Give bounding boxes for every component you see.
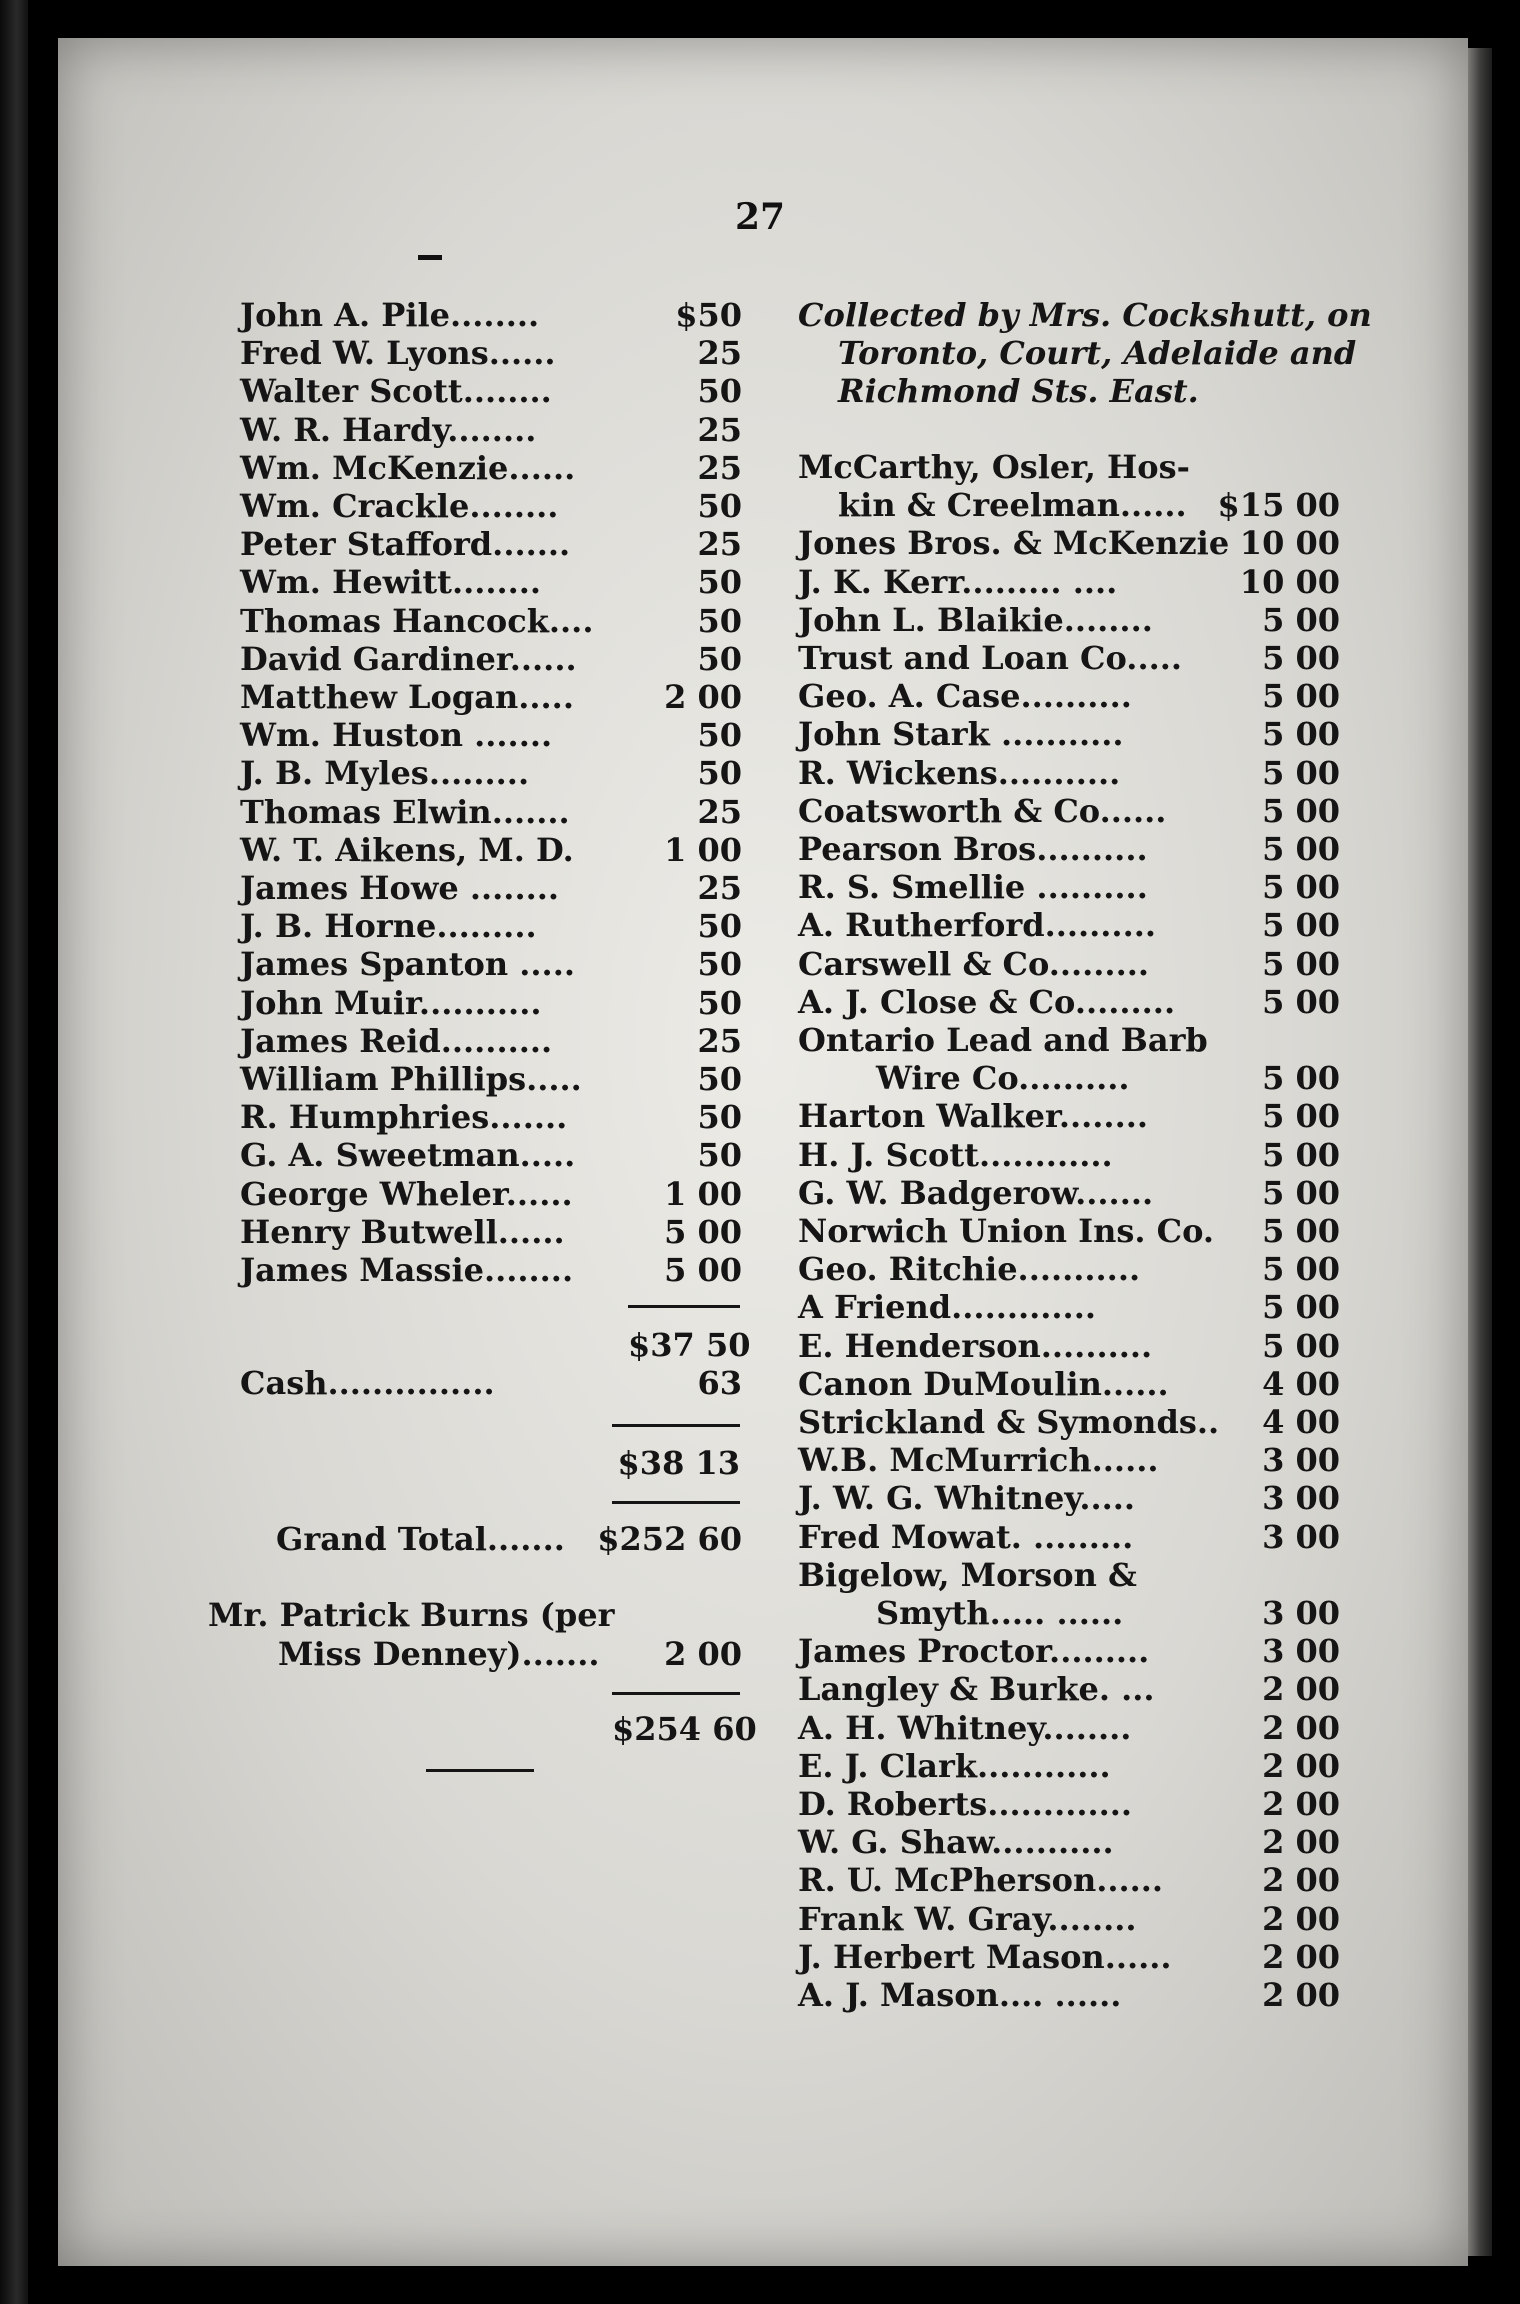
entry-name: James Reid.......... [240,1021,553,1060]
entry-amount: 2 00 [1262,1823,1340,1862]
page-number: 27 [735,196,786,238]
entry-name: Canon DuMoulin...... [798,1364,1169,1403]
entry-amount: 5 00 [1262,1135,1340,1174]
right-entry-row [798,1670,1340,1708]
entry-amount: 2 00 [664,678,742,716]
right-entry-row [798,1136,1340,1174]
right-entry-row [798,906,1340,944]
right-entry-row [798,1938,1340,1976]
entry-amount: 25 [697,1021,742,1060]
entry-name: John Muir........... [240,983,542,1022]
right-entry-row [798,1021,1340,1059]
entry-name: William Phillips..... [240,1060,582,1098]
grand-total-label: Grand Total....... [276,1520,565,1558]
entry-name: Harton Walker........ [798,1097,1148,1136]
entry-amount: 5 00 [1262,830,1340,868]
rule-end [426,1769,534,1772]
entry-name: David Gardiner...... [240,639,577,678]
entry-amount: 50 [697,639,742,678]
rule-subtotal [628,1305,740,1308]
entry-amount: 50 [697,907,742,946]
entry-amount: 2 00 [1262,1670,1340,1709]
entry-name: J. Herbert Mason...... [798,1937,1172,1976]
entry-name: James Howe ........ [240,869,559,907]
right-entry-row [798,715,1340,753]
left-entry-row [240,1060,742,1098]
grand-total-row [276,1520,742,1558]
rule-final-total [612,1692,740,1695]
entry-amount: 2 00 [1262,1937,1340,1976]
left-total: $38 13 [617,1444,740,1482]
entry-name: Ontario Lead and Barb [798,1021,1208,1059]
entry-amount: 2 00 [1262,1708,1340,1747]
entry-amount: 10 00 [1239,562,1340,601]
entry-name: Frank W. Gray........ [798,1899,1137,1938]
entry-name: A. J. Close & Co......... [798,982,1176,1021]
entry-name: J. W. G. Whitney..... [798,1479,1136,1518]
entry-name: A. H. Whitney........ [798,1708,1132,1747]
entry-amount: 5 00 [1262,1212,1340,1250]
left-entry-row [240,945,742,983]
entry-name: E. J. Clark............ [798,1746,1111,1785]
right-entry-row [798,1823,1340,1861]
right-entry-row [798,1976,1340,2014]
entry-name: W. T. Aikens, M. D. [240,830,574,869]
entry-name: Thomas Hancock.... [240,601,594,640]
right-entry-row [798,601,1340,639]
right-entry-row [798,486,1340,524]
rule-grand-total [612,1501,740,1504]
entry-name: A. J. Mason.... ...... [798,1976,1122,2014]
right-entry-row [798,1709,1340,1747]
right-entry-row [798,1212,1340,1250]
entry-amount: $50 [675,296,742,334]
entry-amount: 50 [697,372,742,411]
right-entry-row [798,677,1340,715]
entry-name: Wm. Huston ....... [240,716,553,755]
entry-amount: 5 00 [1262,868,1340,907]
left-entry-row [240,640,742,678]
entry-amount: 5 00 [1262,677,1340,716]
right-entry-row [798,1479,1340,1517]
left-entry-row [240,525,742,563]
entry-name: George Wheler...... [240,1174,573,1213]
entry-name: Fred Mowat. ......... [798,1517,1134,1556]
entry-amount: 5 00 [1262,982,1340,1021]
entry-amount: 3 00 [1262,1632,1340,1671]
right-entry-row [798,1365,1340,1403]
right-entry-row [798,563,1340,601]
entry-name: Henry Butwell...... [240,1212,565,1251]
entry-amount: 5 00 [1262,791,1340,830]
entry-name: J. K. Kerr......... .... [798,562,1118,601]
left-entry-row [240,487,742,525]
entry-amount: 5 00 [1262,906,1340,945]
entry-amount: 5 00 [1262,639,1340,677]
left-subtotal: $37 50 [628,1326,751,1364]
entry-amount: 3 00 [1262,1594,1340,1632]
entry-amount: 5 00 [1262,753,1340,792]
entry-name: Wire Co.......... [876,1059,1130,1098]
entry-name: W. G. Shaw........... [798,1823,1114,1862]
right-entry-row [798,524,1340,562]
entry-amount: 5 00 [1262,715,1340,754]
entry-amount: 25 [697,448,742,487]
entry-amount: 50 [697,1136,742,1175]
entry-amount: 5 00 [1262,1250,1340,1289]
left-entry-row [240,563,742,601]
entry-amount: 3 00 [1262,1517,1340,1556]
right-entry-row [798,868,1340,906]
right-entry-row [798,1785,1340,1823]
entry-name: Geo. A. Case.......... [798,677,1132,716]
right-entry-row [798,448,1340,486]
entry-name: G. A. Sweetman..... [240,1136,576,1175]
right-entry-row [798,1059,1340,1097]
entry-name: Trust and Loan Co..... [798,639,1182,677]
entry-amount: 5 00 [1262,1173,1340,1212]
entry-name: Wm. Crackle........ [240,487,559,525]
entry-name: James Spanton ..... [240,945,575,984]
left-entry-row [240,334,742,372]
patrick-line2-row [278,1635,742,1673]
entry-amount: 5 00 [1262,1288,1340,1327]
right-entry-row [798,1518,1340,1556]
entry-name: McCarthy, Osler, Hos- [798,448,1190,486]
entry-name: A. Rutherford.......... [798,906,1156,945]
entry-name: Walter Scott........ [240,372,552,411]
entry-amount: 1 00 [664,1174,742,1213]
left-entry-row [240,754,742,792]
entry-name: Geo. Ritchie........... [798,1250,1141,1289]
entry-amount: 25 [697,410,742,449]
entry-amount: 25 [697,525,742,564]
right-entry-row [798,1861,1340,1899]
entry-name: R. U. McPherson...... [798,1861,1164,1900]
entry-amount: 25 [697,334,742,373]
entry-name: Matthew Logan..... [240,678,574,716]
entry-name: John Stark ........... [798,715,1124,754]
right-entry-row [798,1594,1340,1632]
left-entry-row [240,678,742,716]
entry-amount: 50 [697,1060,742,1098]
entry-amount: 50 [697,754,742,793]
ornament-dash [418,255,442,260]
entry-amount: 50 [697,601,742,640]
entry-amount: $15 00 [1217,486,1340,525]
entry-name: Thomas Elwin....... [240,792,570,831]
left-entry-row [240,793,742,831]
right-heading-line1: Collected by Mrs. Cockshutt, on [798,296,1372,334]
entry-name: John A. Pile........ [240,296,540,334]
entry-name: Pearson Bros.......... [798,830,1148,868]
entry-name: kin & Creelman...... [838,486,1187,525]
entry-amount: 5 00 [664,1212,742,1251]
entry-amount: 2 00 [1262,1785,1340,1823]
entry-amount: 50 [697,983,742,1022]
page-edge [1468,48,1492,2256]
entry-amount: 25 [697,792,742,831]
rule-left-total [612,1424,740,1427]
left-entry-row [240,1136,742,1174]
entry-amount: 25 [697,869,742,907]
entry-name: J. B. Horne......... [240,907,537,946]
entry-amount: 5 00 [1262,1059,1340,1098]
left-entry-row [240,296,742,334]
entry-amount: 5 00 [664,1251,742,1289]
right-heading-line2: Toronto, Court, Adelaide and [838,334,1357,372]
entry-amount: 4 00 [1262,1403,1340,1441]
right-entry-row [798,830,1340,868]
left-entry-row [240,869,742,907]
entry-name: Wm. Hewitt........ [240,563,542,602]
entry-name: Coatsworth & Co...... [798,791,1167,830]
entry-name: James Massie........ [240,1251,574,1289]
grand-total-amount: $252 60 [597,1520,742,1558]
left-entry-row [240,1175,742,1213]
entry-name: Norwich Union Ins. Co. [798,1212,1215,1250]
entry-amount: 1 00 [664,830,742,869]
entry-name: Carswell & Co......... [798,944,1149,983]
right-entry-row [798,1747,1340,1785]
cash-row [240,1364,742,1402]
right-entry-row [798,754,1340,792]
entry-name: W. R. Hardy........ [240,410,537,449]
left-entry-row [240,984,742,1022]
entry-amount: 50 [697,563,742,602]
right-heading-line3: Richmond Sts. East. [838,372,1199,410]
right-entry-row [798,1632,1340,1670]
right-entry-row [798,1900,1340,1938]
entry-name: James Proctor......... [798,1632,1150,1671]
entry-amount: 2 00 [1262,1899,1340,1938]
left-entry-row [240,372,742,410]
entry-amount: 5 00 [1262,1097,1340,1136]
patrick-amount: 2 00 [664,1635,742,1673]
entry-name: Langley & Burke. ... [798,1670,1155,1709]
right-entry-row [798,1327,1340,1365]
entry-name: Wm. McKenzie...... [240,448,576,487]
book-spine [0,0,28,2304]
entry-amount: 4 00 [1262,1364,1340,1403]
entry-amount: 5 00 [1262,600,1340,639]
left-entry-row [240,907,742,945]
right-entry-row [798,1556,1340,1594]
right-entry-row [798,792,1340,830]
entry-name: Bigelow, Morson & [798,1555,1137,1594]
entry-name: R. S. Smellie .......... [798,868,1148,907]
entry-amount: 10 00 [1239,524,1340,563]
entry-amount: 2 00 [1262,1976,1340,2014]
entry-name: J. B. Myles......... [240,754,530,793]
left-entry-row [240,1251,742,1289]
entry-name: D. Roberts............. [798,1785,1133,1823]
right-entry-row [798,639,1340,677]
entry-name: R. Humphries....... [240,1098,568,1137]
entry-name: Fred W. Lyons...... [240,334,556,373]
entry-amount: 50 [697,945,742,984]
right-entry-row [798,1174,1340,1212]
entry-amount: 5 00 [1262,1326,1340,1365]
entry-amount: 3 00 [1262,1441,1340,1480]
entry-name: E. Henderson.......... [798,1326,1153,1365]
cash-label: Cash............... [240,1364,495,1402]
entry-name: Smyth..... ...... [876,1594,1124,1632]
left-entry-row [240,1098,742,1136]
left-entry-row [240,602,742,640]
right-entry-row [798,945,1340,983]
entry-amount: 50 [697,716,742,755]
right-entry-row [798,1250,1340,1288]
entry-name: Peter Stafford....... [240,525,571,564]
entry-amount: 50 [697,1098,742,1137]
left-entry-row [240,449,742,487]
left-entry-row [240,1022,742,1060]
entry-amount: 2 00 [1262,1861,1340,1900]
right-entry-row [798,1441,1340,1479]
entry-name: John L. Blaikie........ [798,600,1153,639]
entry-name: A Friend............. [798,1288,1096,1327]
patrick-line2: Miss Denney)....... [278,1635,600,1673]
entry-amount: 2 00 [1262,1746,1340,1785]
entry-name: Jones Bros. & McKenzie [798,524,1230,563]
entry-name: G. W. Badgerow....... [798,1173,1154,1212]
entry-amount: 5 00 [1262,944,1340,983]
entry-amount: 3 00 [1262,1479,1340,1518]
right-entry-row [798,1288,1340,1326]
left-entry-row [240,831,742,869]
entry-name: R. Wickens........... [798,753,1121,792]
entry-amount: 50 [697,487,742,525]
right-entry-row [798,1097,1340,1135]
entry-name: W.B. McMurrich...... [798,1441,1159,1480]
final-total: $254 60 [612,1710,757,1748]
cash-amount: 63 [697,1364,742,1402]
entry-name: Strickland & Symonds.. [798,1403,1220,1441]
left-entry-row [240,411,742,449]
right-entry-row [798,1403,1340,1441]
right-entry-row [798,983,1340,1021]
entry-name: H. J. Scott............ [798,1135,1113,1174]
left-entry-row [240,716,742,754]
patrick-line1: Mr. Patrick Burns (per [208,1596,615,1634]
left-entry-row [240,1213,742,1251]
